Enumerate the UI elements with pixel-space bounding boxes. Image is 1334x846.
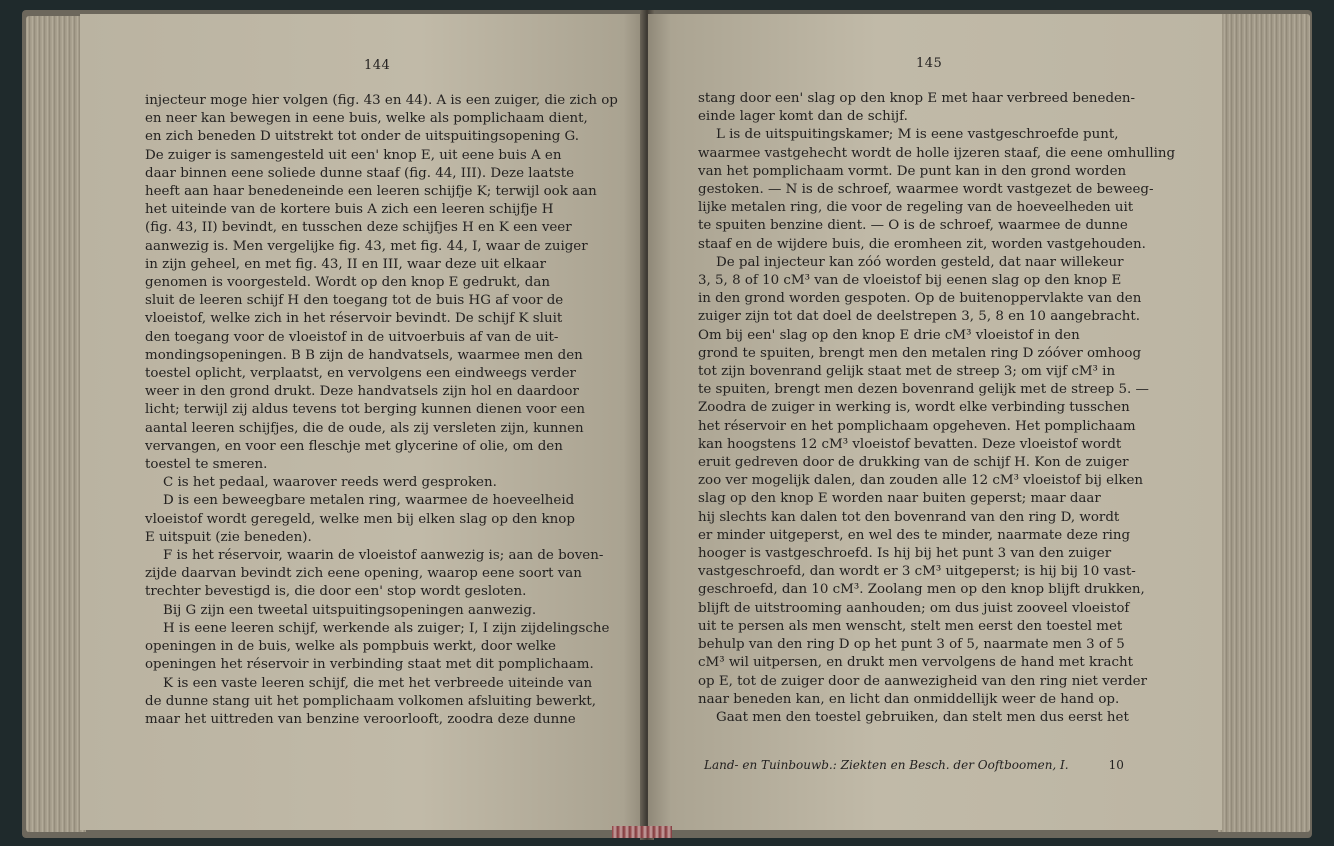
text-line: mondingsopeningen. B B zijn de handvatsels, waarmee men den	[145, 347, 583, 363]
text-line: sluit de leeren schijf H den toegang tot de buis HG af voor de	[145, 293, 564, 309]
text-line: zijde daarvan bevindt zich eene opening, waarop eene soort van	[145, 566, 582, 582]
text-line: staaf en de wijdere buis, die eromheen zit, worden vastgehouden.	[698, 236, 1146, 252]
text-line: naar beneden kan, en licht dan onmiddellijk weer de hand op.	[698, 691, 1120, 707]
text-line: op E, tot de zuiger door de aanwezigheid van den ring niet verder	[698, 673, 1147, 689]
text-line: het réservoir en het pomplichaam opgeheven. Het pomplichaam	[698, 418, 1136, 434]
text-line: daar binnen eene soliede dunne staaf (fig. 44, III). Deze laatste	[145, 165, 575, 181]
text-line: openingen het réservoir in verbinding staat met dit pomplichaam.	[145, 657, 594, 673]
right-page-text	[698, 90, 1176, 727]
text-line: het uiteinde van de kortere buis A zich een leeren schijfje H	[145, 202, 554, 218]
text-line: eruit gedreven door de drukking van de schijf H. Kon de zuiger	[698, 455, 1129, 471]
text-line: toestel te smeren.	[145, 457, 268, 473]
text-line: H is eene leeren schijf, werkende als zuiger; I, I zijn zijdelingsche	[163, 620, 610, 636]
text-line: Om bij een' slag op den knop E drie cM³ vloeistof in den	[698, 327, 1080, 343]
text-line: behulp van den ring D op het punt 3 of 5, naarmate men 3 of 5	[698, 637, 1125, 653]
signature-number: 10	[1108, 758, 1124, 772]
text-line: licht; terwijl zij aldus tevens tot berging kunnen dienen voor een	[145, 402, 585, 418]
text-line: weer in den grond drukt. Deze handvatsels zijn hol en daardoor	[145, 384, 579, 400]
text-line: grond te spuiten, brengt men den metalen ring D zóóver omhoog	[698, 345, 1142, 361]
page-number-left: 144	[364, 58, 391, 73]
text-line: te spuiten, brengt men dezen bovenrand gelijk met de streep 5. —	[698, 382, 1149, 398]
text-line: tot zijn bovenrand gelijk staat met de streep 3; om vijf cM³ in	[698, 364, 1116, 380]
headband	[612, 826, 672, 838]
right-page	[648, 14, 1222, 830]
text-line: De zuiger is samengesteld uit een' knop E, uit eene buis A en	[145, 147, 562, 163]
left-page	[80, 14, 646, 830]
page-footer	[704, 758, 1124, 772]
text-line: vloeistof wordt geregeld, welke men bij elken slag op den knop	[145, 511, 575, 527]
text-line: aanwezig is. Men vergelijke fig. 43, met fig. 44, I, waar de zuiger	[145, 238, 588, 254]
text-line: den toegang voor de vloeistof in de uitvoerbuis af van de uit-	[145, 329, 559, 345]
page-number-right: 145	[916, 56, 943, 71]
text-line: in zijn geheel, en met fig. 43, II en III, waar deze uit elkaar	[145, 256, 547, 272]
text-line: Gaat men den toestel gebruiken, dan stelt men dus eerst het	[716, 709, 1129, 725]
text-line: er minder uitgeperst, en wel des te minder, naarmate deze ring	[698, 527, 1131, 543]
text-line: Zoodra de zuiger in werking is, wordt elke verbinding tusschen	[698, 400, 1130, 416]
text-line: heeft aan haar benedeneinde een leeren schijfje K; terwijl ook aan	[145, 184, 597, 200]
text-line: hij slechts kan dalen tot den bovenrand van den ring D, wordt	[698, 509, 1120, 525]
text-line: aantal leeren schijfjes, die de oude, als zij versleten zijn, kunnen	[145, 420, 584, 436]
text-line: einde lager komt dan de schijf.	[698, 109, 908, 125]
text-line: van het pomplichaam vormt. De punt kan in den grond worden	[698, 163, 1127, 179]
text-line: hooger is vastgeschroefd. Is hij bij het punt 3 van den zuiger	[698, 546, 1112, 562]
text-line: (fig. 43, II) bevindt, en tusschen deze schijfjes H en K een veer	[145, 220, 572, 236]
text-line: uit te persen als men wenscht, stelt men eerst den toestel met	[698, 618, 1123, 634]
text-line: 3, 5, 8 of 10 cM³ van de vloeistof bij eenen slag op den knop E	[698, 273, 1122, 289]
text-line: zoo ver mogelijk dalen, dan zouden alle 12 cM³ vloeistof bij elken	[698, 473, 1144, 489]
text-line: in den grond worden gespoten. Op de buitenoppervlakte van den	[698, 291, 1142, 307]
text-line: slag op den knop E worden naar buiten geperst; maar daar	[698, 491, 1101, 507]
text-line: zuiger zijn tot dat doel de deelstrepen 3, 5, 8 en 10 aangebracht.	[698, 309, 1141, 325]
text-line: vervangen, en voor een fleschje met glycerine of olie, om den	[145, 438, 563, 454]
text-line: gestoken. — N is de schroef, waarmee wordt vastgezet de beweeg-	[698, 182, 1154, 198]
text-line: blijft de uitstrooming aanhouden; om dus juist zooveel vloeistof	[698, 600, 1130, 616]
text-line: en neer kan bewegen in eene buis, welke als pomplichaam dient,	[145, 111, 588, 127]
text-line: maar het uittreden van benzine veroorlooft, zoodra deze dunne	[145, 711, 576, 727]
page-edges-left	[26, 16, 86, 832]
text-line: te spuiten benzine dient. — O is de schroef, waarmee de dunne	[698, 218, 1128, 234]
text-line: C is het pedaal, waarover reeds werd gesproken.	[163, 475, 497, 491]
left-page-text	[145, 92, 618, 729]
text-line: lijke metalen ring, die voor de regeling van de hoeveelheden uit	[698, 200, 1134, 216]
text-line: cM³ wil uitpersen, en drukt men vervolgens de hand met kracht	[698, 655, 1134, 671]
text-line: vastgeschroefd, dan wordt er 3 cM³ uitgeperst; is hij bij 10 vast-	[698, 564, 1136, 580]
text-line: Bij G zijn een tweetal uitspuitingsopeningen aanwezig.	[163, 602, 537, 618]
text-line: waarmee vastgehecht wordt de holle ijzeren staaf, die eene omhulling	[698, 145, 1176, 161]
text-line: F is het réservoir, waarin de vloeistof aanwezig is; aan de boven-	[163, 548, 604, 564]
text-line: trechter bevestigd is, die door een' stop wordt gesloten.	[145, 584, 527, 600]
text-line: de dunne stang uit het pomplichaam volkomen afsluiting bewerkt,	[145, 693, 597, 709]
footer-title: Land- en Tuinbouwb.: Ziekten en Besch. der Ooftboomen, I.	[704, 758, 1069, 772]
text-line: openingen in de buis, welke als pompbuis werkt, door welke	[145, 639, 556, 655]
text-line: vloeistof, welke zich in het réservoir bevindt. De schijf K sluit	[145, 311, 563, 327]
text-line: De pal injecteur kan zóó worden gesteld, dat naar willekeur	[716, 254, 1124, 270]
text-line: geschroefd, dan 10 cM³. Zoolang men op den knop blijft drukken,	[698, 582, 1145, 598]
text-line: kan hoogstens 12 cM³ vloeistof bevatten. Deze vloeistof wordt	[698, 436, 1122, 452]
page-edges-right	[1218, 14, 1310, 832]
text-line: en zich beneden D uitstrekt tot onder de uitspuitingsopening G.	[145, 129, 579, 145]
text-line: genomen is voorgesteld. Wordt op den knop E gedrukt, dan	[145, 275, 550, 291]
text-line: stang door een' slag op den knop E met haar verbreed beneden-	[698, 91, 1136, 106]
text-line: K is een vaste leeren schijf, die met het verbreede uiteinde van	[163, 675, 593, 691]
text-line: toestel oplicht, verplaatst, en vervolgens een eindweegs verder	[145, 366, 576, 382]
text-line: E uitspuit (zie beneden).	[145, 529, 312, 545]
text-line: L is de uitspuitingskamer; M is eene vastgeschroefde punt,	[716, 127, 1119, 143]
text-line: D is een beweegbare metalen ring, waarmee de hoeveelheid	[163, 493, 575, 509]
text-line: injecteur moge hier volgen (fig. 43 en 44). A is een zuiger, die zich op	[145, 93, 618, 108]
